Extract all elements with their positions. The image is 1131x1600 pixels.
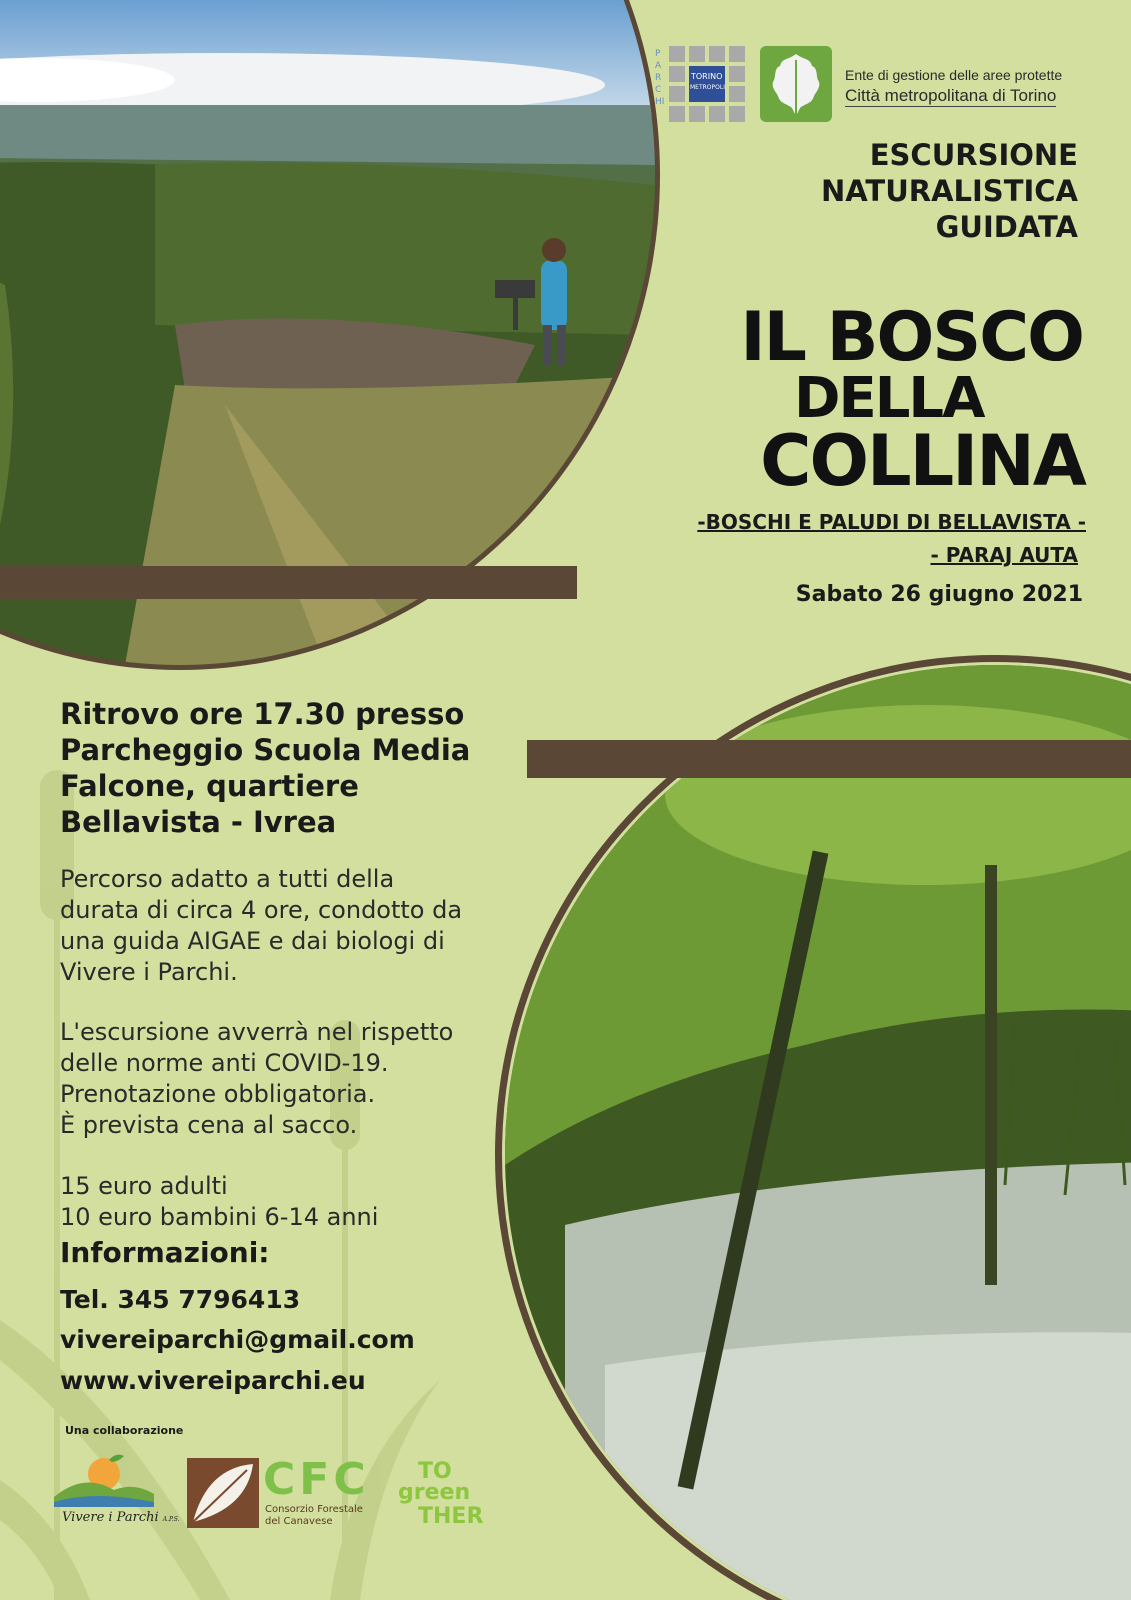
description-line1: Percorso adatto a tutti della: [60, 865, 395, 893]
description-line3: una guida AIGAE e dai biologi di: [60, 927, 445, 955]
oak-leaf-logo: [760, 46, 832, 122]
event-title-line2: DELLA: [794, 366, 984, 431]
vivere-logo-suffix: A.P.S.: [162, 1516, 180, 1523]
rules-paragraph: [60, 1017, 530, 1141]
meeting-info: [60, 696, 530, 840]
email-link[interactable]: vivereiparchi@gmail.com: [60, 1325, 415, 1354]
event-type: [821, 137, 1078, 245]
rules-line3: Prenotazione obbligatoria.: [60, 1080, 376, 1108]
org-name-line2: Città metropolitana di Torino: [845, 86, 1057, 105]
prices: [60, 1171, 530, 1233]
vivere-logo-name: Vivere i Parchi: [62, 1510, 159, 1525]
event-title-line3: COLLINA: [760, 420, 1085, 502]
meeting-line2: Parcheggio Scuola Media: [60, 733, 471, 767]
together-ther: THER: [418, 1504, 484, 1529]
vivere-i-parchi-logo: [54, 1452, 180, 1532]
event-date: Sabato 26 giugno 2021: [795, 582, 1083, 607]
meeting-line3: Falcone, quartiere: [60, 769, 359, 803]
top-divider-bar: [0, 566, 577, 599]
phone-number[interactable]: Tel. 345 7796413: [60, 1285, 301, 1314]
description-line4: Vivere i Parchi.: [60, 958, 238, 986]
torino-label: TORINO: [691, 72, 723, 81]
description-line2: durata di circa 4 ore, condotto da: [60, 896, 463, 924]
website-link[interactable]: www.vivereiparchi.eu: [60, 1366, 366, 1395]
cfc-acronym: CFC: [263, 1454, 370, 1505]
rules-line4: È prevista cena al sacco.: [60, 1111, 358, 1139]
price-adults: 15 euro adulti: [60, 1172, 228, 1200]
parchi-logo-text: PARCHI: [655, 49, 665, 107]
rules-line2: delle norme anti COVID-19.: [60, 1049, 389, 1077]
event-type-line1: ESCURSIONE: [869, 138, 1078, 172]
cfc-name-line2: del Canavese: [265, 1516, 333, 1527]
cfc-name-line1: Consorzio Forestale: [265, 1504, 363, 1515]
event-type-line3: GUIDATA: [935, 210, 1078, 244]
partners-label: Una collaborazione: [65, 1424, 184, 1437]
event-title-line1: IL BOSCO: [740, 298, 1083, 377]
description-paragraph: [60, 864, 530, 988]
cfc-leaf-icon: [187, 1458, 259, 1528]
event-subtitle-line2: - PARAJ AUTA: [930, 543, 1078, 567]
oak-leaf-icon: [760, 46, 832, 122]
meeting-line1: Ritrovo ore 17.30 presso: [60, 697, 465, 731]
together-logo: [398, 1460, 518, 1540]
rules-line1: L'escursione avverrà nel rispetto: [60, 1018, 454, 1046]
sun-hills-icon: [54, 1452, 154, 1507]
price-children: 10 euro bambini 6-14 anni: [60, 1203, 379, 1231]
meeting-line4: Bellavista - Ivrea: [60, 805, 337, 839]
together-to: TO: [418, 1459, 452, 1484]
bottom-divider-bar: [527, 740, 1131, 778]
contacts-heading: Informazioni:: [60, 1236, 270, 1269]
event-type-line2: NATURALISTICA: [820, 174, 1078, 208]
together-green: green: [398, 1480, 471, 1505]
event-subtitle-line1: -BOSCHI E PALUDI DI BELLAVISTA -: [697, 510, 1086, 534]
cfc-leaf-box: [187, 1458, 259, 1528]
cfc-logo: [187, 1454, 387, 1530]
parchi-logo: [655, 46, 750, 122]
org-name-line1: Ente di gestione delle aree protette: [845, 67, 1063, 83]
metropoli-label: METROPOLI: [690, 84, 725, 91]
